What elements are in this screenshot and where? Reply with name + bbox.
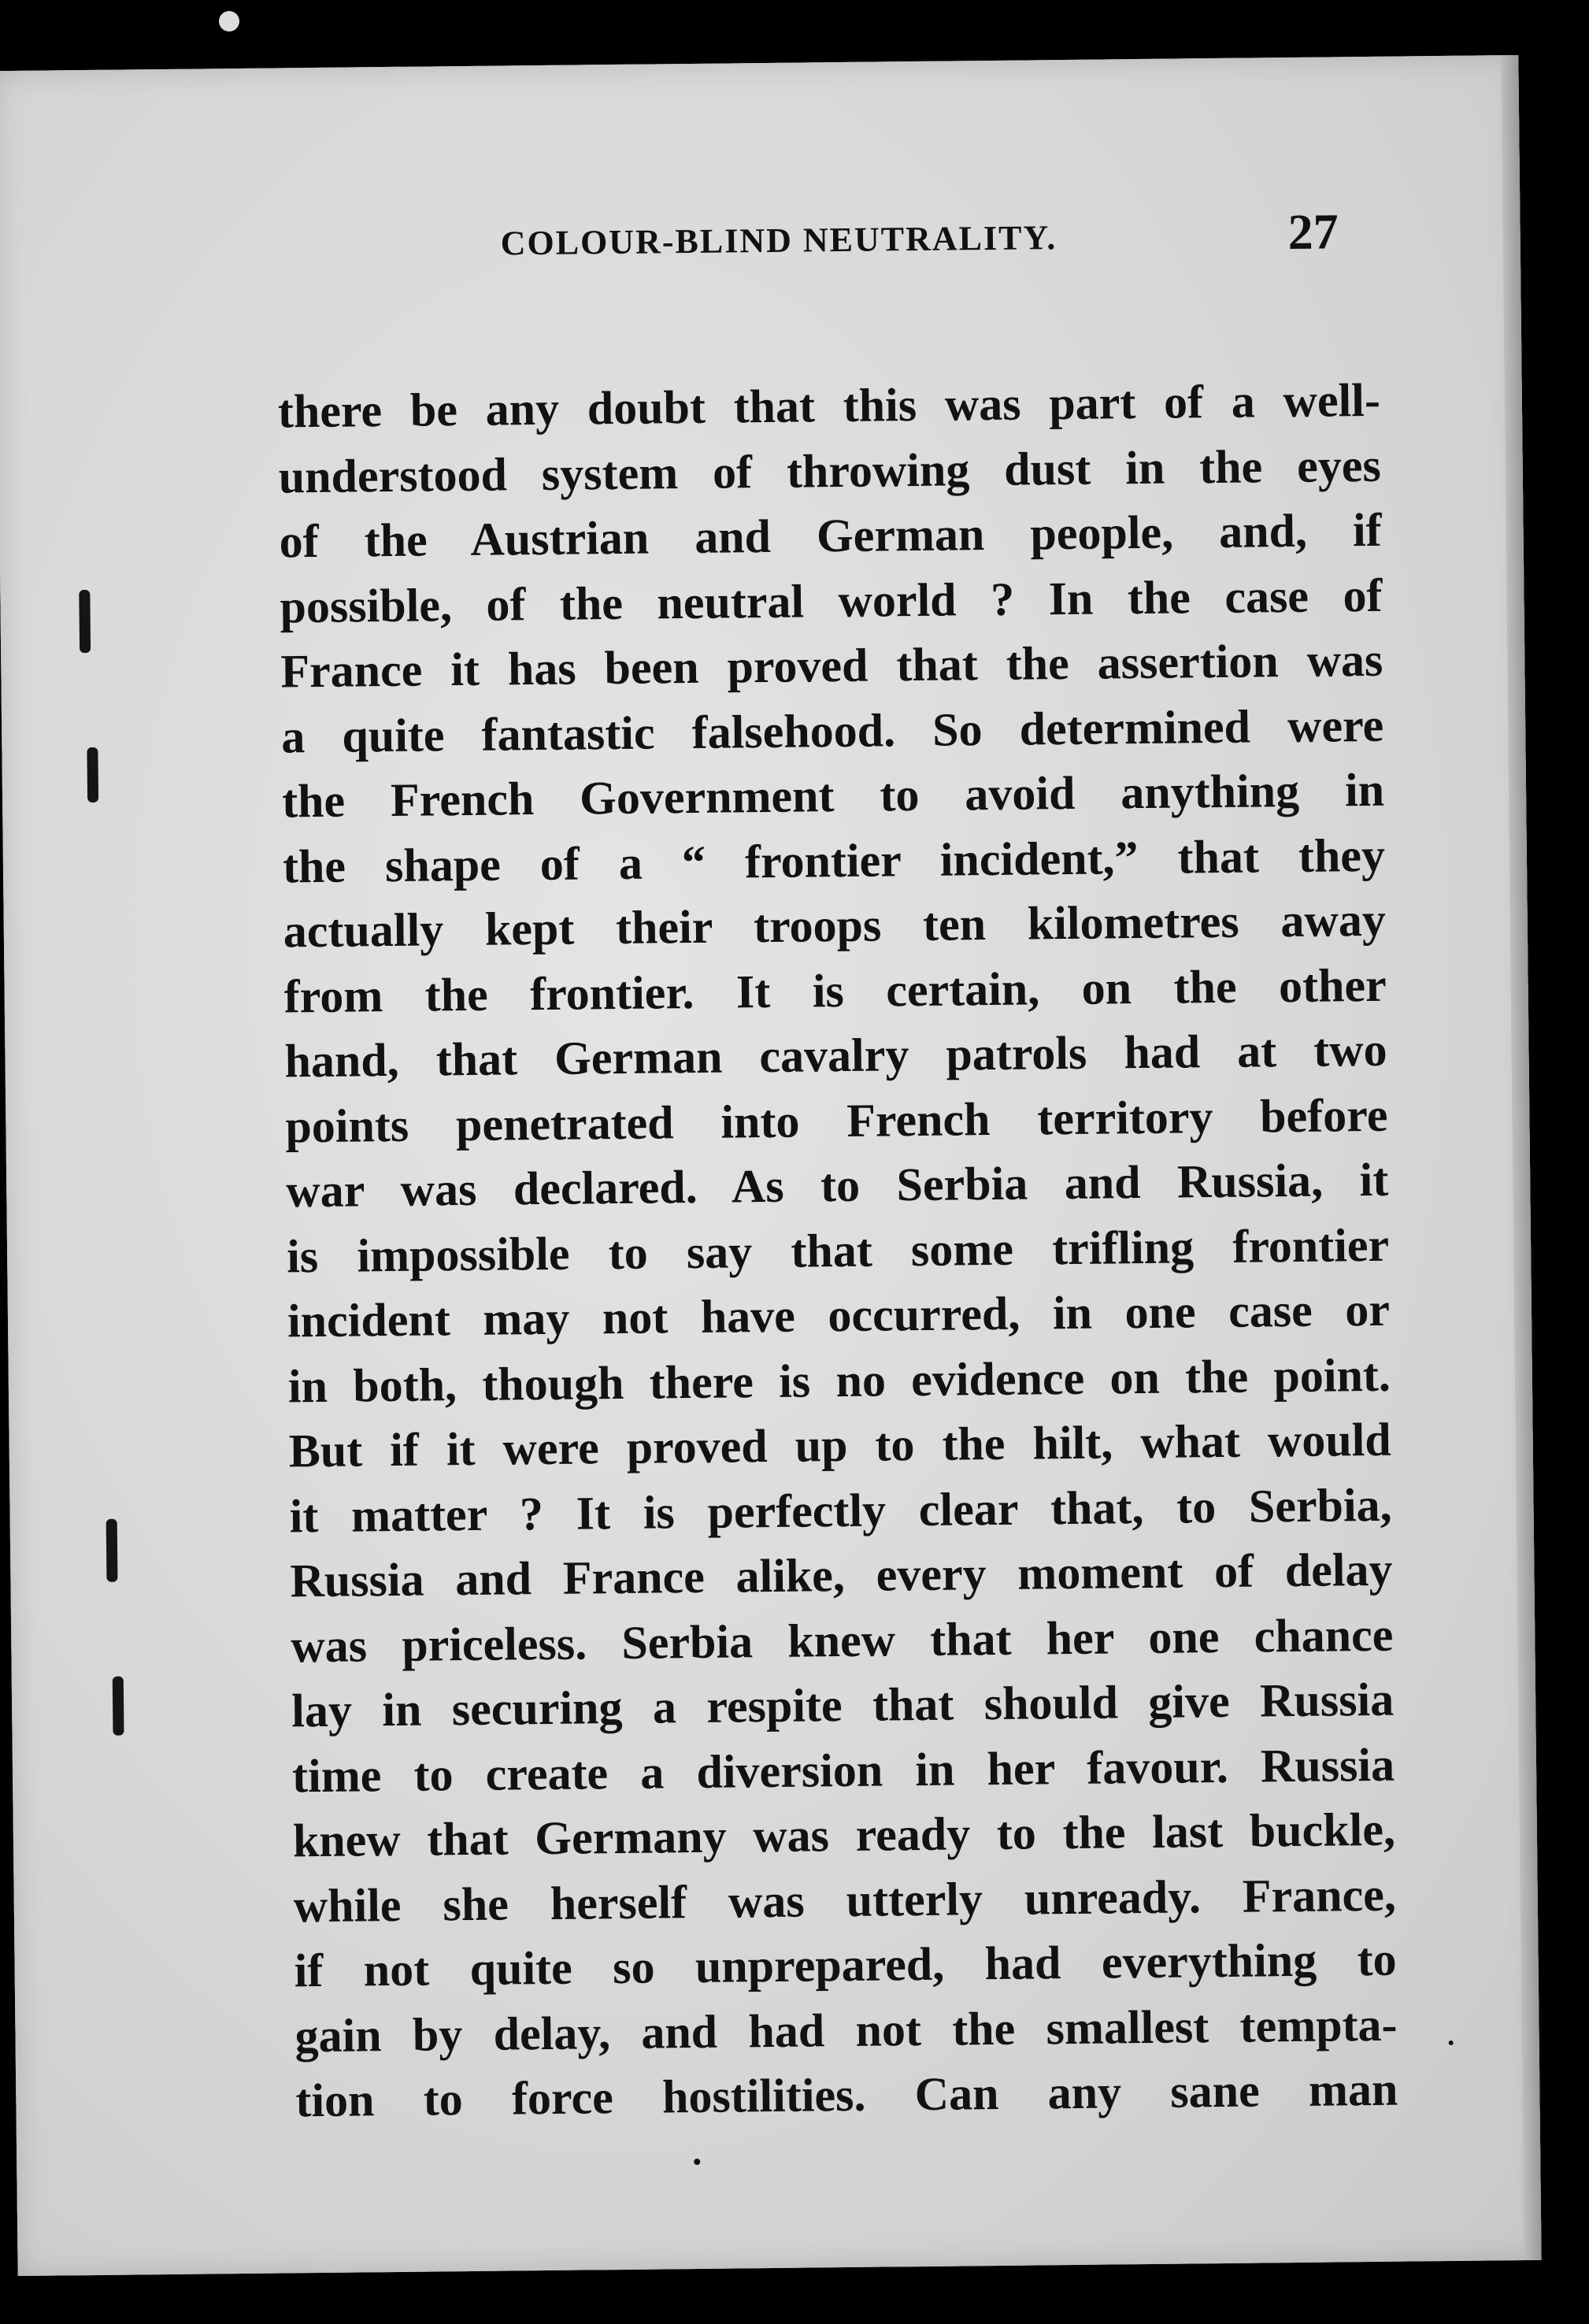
text-line: it matter ? It is perfectly clear that, to Serbia, xyxy=(289,1478,1392,1542)
page-edge xyxy=(1501,55,1541,2260)
text-line: the French Government to avoid anything in xyxy=(281,763,1385,828)
text-line: actually kept their troops ten kilometres away xyxy=(283,893,1387,958)
body-text xyxy=(278,368,1398,2133)
text-line: war was declared. As to Serbia and Russia, it xyxy=(285,1153,1389,1218)
text-line: is impossible to say that some trifling frontier xyxy=(286,1218,1390,1282)
book-page xyxy=(0,55,1542,2276)
text-line: understood system of throwing dust in the eyes xyxy=(278,439,1382,502)
text-line: hand, that German cavalry patrols had at two xyxy=(284,1023,1387,1088)
text-line: if not quite so unprepared, had everything to xyxy=(294,1933,1397,1997)
text-line: France it has been proved that the assertion was xyxy=(280,633,1383,698)
dust-speck xyxy=(694,2159,700,2165)
text-line: a quite fantastic falsehood. So determined were xyxy=(280,699,1384,762)
text-line: knew that Germany was ready to the last buckle, xyxy=(292,1803,1396,1867)
text-line: was priceless. Serbia knew that her one chance xyxy=(291,1608,1394,1672)
text-line: points penetrated into French territory before xyxy=(285,1088,1388,1152)
binding-mark xyxy=(106,1519,118,1582)
text-line: Russia and France alike, every moment of delay xyxy=(290,1543,1393,1607)
dust-speck xyxy=(1508,1874,1516,1881)
dust-speck xyxy=(219,11,239,32)
text-line: there be any doubt that this was part of a well- xyxy=(277,373,1381,438)
binding-mark xyxy=(87,747,98,802)
text-line: possible, of the neutral world ? In the case of xyxy=(280,569,1383,632)
page-number: 27 xyxy=(1287,203,1339,261)
text-line: from the frontier. It is certain, on the other xyxy=(283,958,1387,1022)
text-line: in both, though there is no evidence on the point. xyxy=(287,1348,1391,1412)
text-line: while she herself was utterly unready. France, xyxy=(293,1868,1397,1932)
text-line: tion to force hostilities. Can any sane man xyxy=(295,2063,1398,2127)
text-line: time to create a diversion in her favour. Russia xyxy=(291,1738,1395,1802)
running-head: COLOUR-BLIND NEUTRALITY. xyxy=(500,218,1057,263)
dust-speck xyxy=(1449,2040,1454,2045)
text-line: the shape of a “ frontier incident,” that they xyxy=(282,828,1386,892)
binding-mark xyxy=(79,590,91,653)
text-line: gain by delay, and had not the smallest tempta- xyxy=(294,1998,1398,2062)
text-line: But if it were proved up to the hilt, what would xyxy=(288,1413,1392,1477)
text-line: of the Austrian and German people, and, if xyxy=(279,503,1382,568)
binding-mark xyxy=(113,1677,124,1736)
text-line: incident may not have occurred, in one case or xyxy=(287,1283,1391,1347)
text-line: lay in securing a respite that should give Russia xyxy=(291,1673,1395,1737)
